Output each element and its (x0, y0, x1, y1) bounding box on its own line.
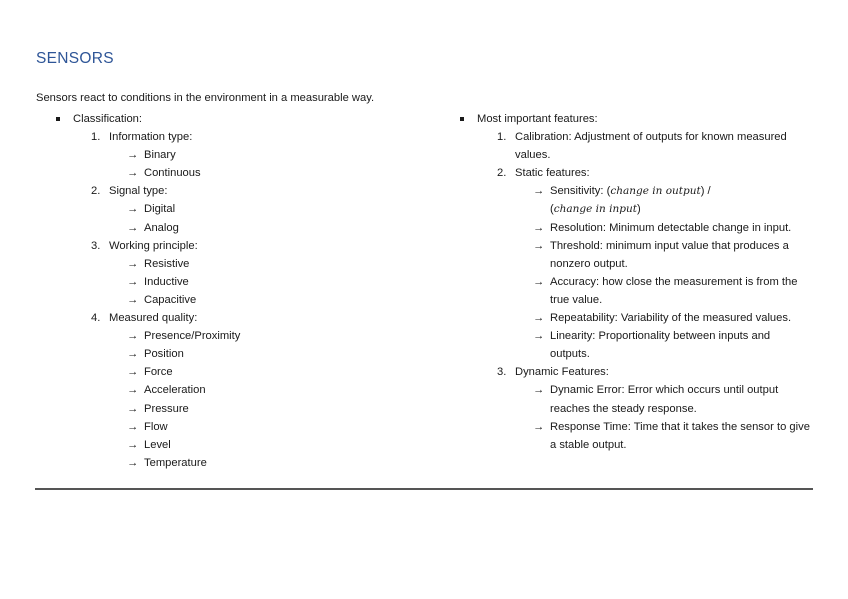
arrow-icon: → (533, 275, 545, 288)
list-number: 2. (497, 167, 507, 180)
arrow-icon: → (127, 438, 139, 451)
list-number: 1. (497, 131, 507, 144)
item-label: Analog (144, 221, 179, 234)
list-item (56, 418, 436, 436)
arrow-icon: → (127, 257, 139, 270)
threshold-item (460, 237, 820, 255)
list-item (56, 219, 436, 237)
section-label: Static features: (515, 167, 590, 180)
arrow-icon: → (127, 275, 139, 288)
arrow-icon: → (127, 149, 139, 162)
item-label: Position (144, 348, 184, 361)
arrow-icon: → (127, 420, 139, 433)
item-label: Resolution: Minimum detectable change in input. (550, 221, 792, 234)
square-bullet-icon (460, 117, 464, 121)
item-label: Response Time: Time that it takes the sensor to give (550, 420, 810, 433)
sensitivity-continuation (460, 200, 820, 218)
list-item (56, 454, 436, 472)
list-item (56, 273, 436, 291)
list-item (56, 291, 436, 309)
arrow-icon: → (533, 239, 545, 252)
horizontal-divider (35, 488, 813, 490)
paren-open: ( (550, 203, 554, 216)
section-label: Working principle: (109, 239, 198, 252)
list-item (56, 146, 436, 164)
list-item (56, 436, 436, 454)
list-item (56, 363, 436, 381)
list-item (56, 345, 436, 363)
list-item (56, 400, 436, 418)
features-bullet-item (460, 110, 820, 128)
section-label: Information type: (109, 131, 193, 144)
item-label: Accuracy: how close the measurement is from the (550, 275, 798, 288)
list-number: 3. (497, 366, 507, 379)
features-list (460, 110, 820, 454)
arrow-icon: → (127, 456, 139, 469)
item-label: Continuous (144, 167, 201, 180)
intro-text: Sensors react to conditions in the environment in a measurable way. (36, 92, 375, 104)
linearity-item (460, 327, 820, 345)
repeatability-item (460, 309, 820, 327)
list-number: 4. (91, 312, 101, 325)
section-measured-quality (56, 309, 436, 327)
section-label: Signal type: (109, 185, 168, 198)
section-signal-type (56, 182, 436, 200)
static-features-section (460, 164, 820, 182)
square-bullet-icon (56, 117, 60, 121)
continuation-text: true value. (550, 293, 603, 306)
arrow-icon: → (533, 384, 545, 397)
list-item (56, 164, 436, 182)
math-expression: change in output (610, 185, 701, 198)
continuation-text: reaches the steady response. (550, 402, 697, 415)
section-working-principle (56, 237, 436, 255)
item-label: Inductive (144, 275, 189, 288)
classification-bullet-item (56, 110, 436, 128)
item-label: Binary (144, 149, 176, 162)
item-label: Flow (144, 420, 168, 433)
arrow-icon: → (127, 167, 139, 180)
item-label: Presence/Proximity (144, 330, 241, 343)
calibration-continuation (460, 146, 820, 164)
item-label: Level (144, 438, 171, 451)
dynamic-error-continuation (460, 400, 820, 418)
arrow-icon: → (127, 366, 139, 379)
sensitivity-divider: ) / (700, 185, 711, 198)
page-title: SENSORS (36, 50, 114, 67)
item-label: Repeatability: Variability of the measured values. (550, 312, 792, 325)
threshold-continuation (460, 255, 820, 273)
item-label: Acceleration (144, 384, 206, 397)
arrow-icon: → (533, 420, 545, 433)
item-label: Threshold: minimum input value that produces a (550, 239, 789, 252)
arrow-icon: → (127, 293, 139, 306)
list-number: 1. (91, 131, 101, 144)
item-label: Temperature (144, 456, 207, 469)
list-item (56, 327, 436, 345)
sensitivity-prefix: Sensitivity: ( (550, 185, 611, 198)
dynamic-error-item (460, 381, 820, 399)
accuracy-continuation (460, 291, 820, 309)
sensitivity-item (460, 182, 820, 200)
arrow-icon: → (533, 221, 545, 234)
section-information-type (56, 128, 436, 146)
item-label: Capacitive (144, 293, 197, 306)
item-label: Dynamic Error: Error which occurs until output (550, 384, 779, 397)
math-expression: change in input (553, 203, 637, 216)
arrow-icon: → (533, 185, 545, 198)
linearity-continuation (460, 345, 820, 363)
arrow-icon: → (127, 221, 139, 234)
item-label: Linearity: Proportionality between inputs and (550, 330, 771, 343)
response-time-continuation (460, 436, 820, 454)
calibration-text: Calibration: Adjustment of outputs for known measured (515, 131, 787, 144)
continuation-text: values. (515, 149, 551, 162)
dynamic-features-section (460, 363, 820, 381)
response-time-item (460, 418, 820, 436)
continuation-text: nonzero output. (550, 257, 628, 270)
classification-list (56, 110, 436, 472)
list-item (56, 200, 436, 218)
item-label: Digital (144, 203, 176, 216)
continuation-text: outputs. (550, 348, 590, 361)
section-label: Measured quality: (109, 312, 198, 325)
arrow-icon: → (533, 312, 545, 325)
features-label: Most important features: (477, 113, 598, 125)
list-item (56, 381, 436, 399)
list-number: 3. (91, 239, 101, 252)
list-item (56, 255, 436, 273)
arrow-icon: → (127, 330, 139, 343)
arrow-icon: → (127, 348, 139, 361)
arrow-icon: → (127, 384, 139, 397)
arrow-icon: → (533, 330, 545, 343)
accuracy-item (460, 273, 820, 291)
continuation-text: a stable output. (550, 438, 627, 451)
section-label: Dynamic Features: (515, 366, 609, 379)
calibration-item (460, 128, 820, 146)
item-label: Force (144, 366, 173, 379)
paren-close: ) (636, 203, 641, 216)
item-label: Resistive (144, 257, 190, 270)
resolution-item (460, 219, 820, 237)
arrow-icon: → (127, 203, 139, 216)
classification-label: Classification: (73, 113, 143, 125)
list-number: 2. (91, 185, 101, 198)
item-label: Pressure (144, 402, 189, 415)
arrow-icon: → (127, 402, 139, 415)
